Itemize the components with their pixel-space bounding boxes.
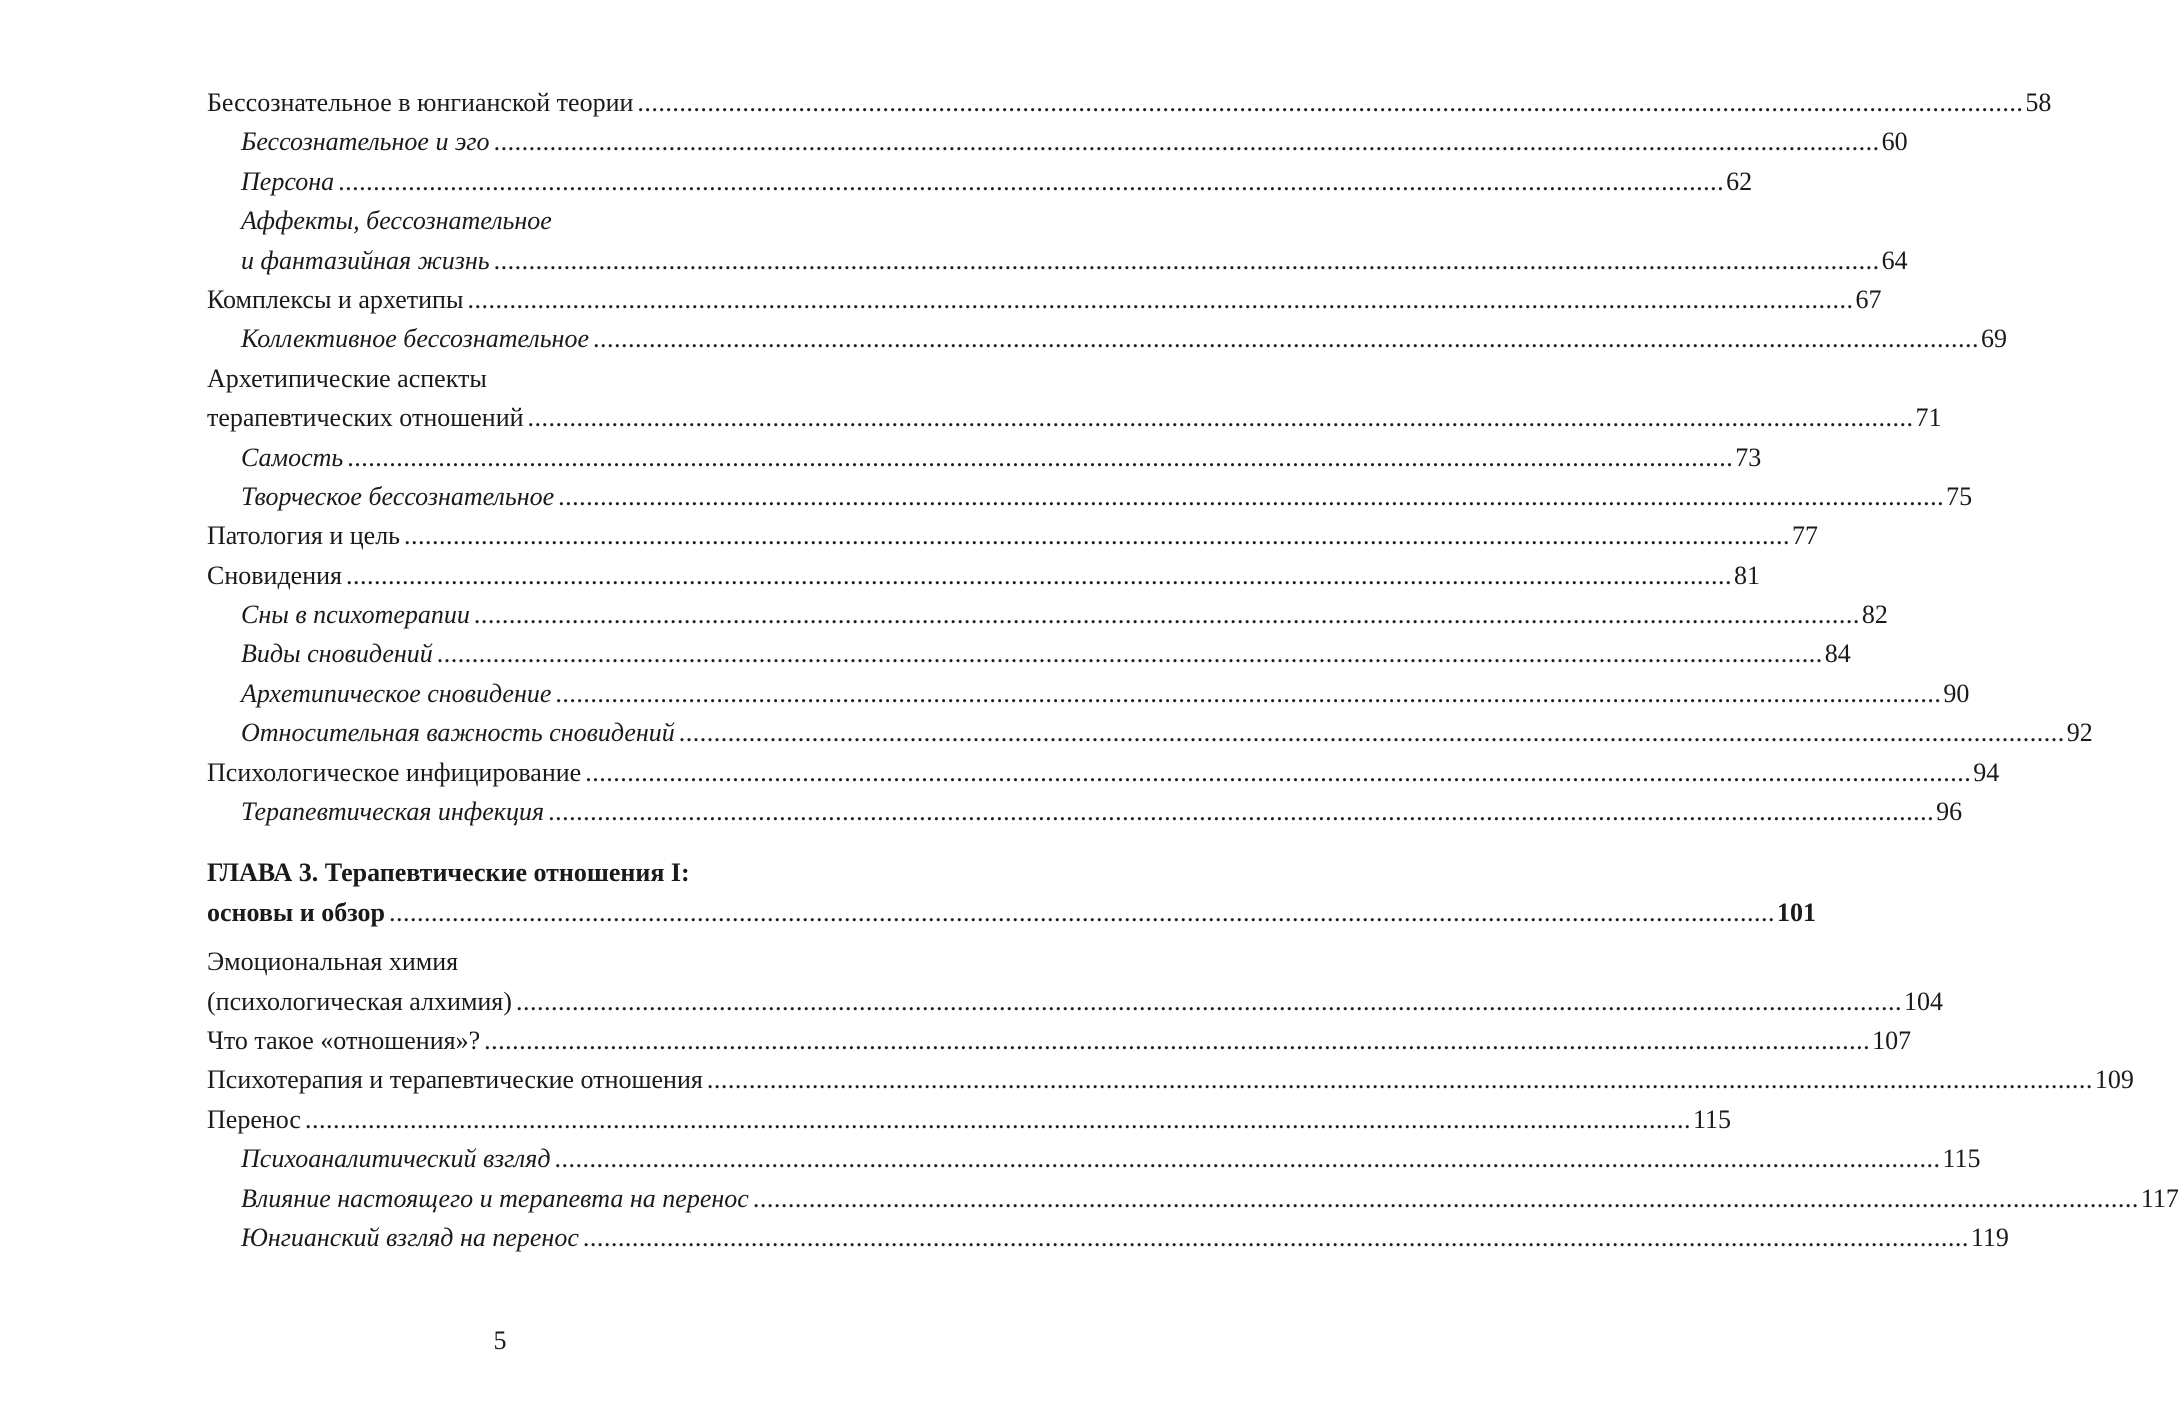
toc-entry-page-number: 60 bbox=[1881, 127, 1908, 157]
toc-entry-page-number: 77 bbox=[1792, 521, 1819, 551]
dot-leader bbox=[555, 1139, 1941, 1178]
toc-entry-title: Относительная важность сновидений bbox=[241, 718, 675, 748]
toc-entry-page-number: 96 bbox=[1936, 797, 1963, 827]
toc-section-entry bbox=[207, 1060, 2134, 1099]
dot-leader bbox=[558, 477, 1944, 516]
dot-leader bbox=[467, 280, 1853, 319]
dot-leader bbox=[593, 319, 1979, 358]
toc-subsection-entry bbox=[207, 122, 1908, 161]
toc-entry-title: Коллективное бессознательное bbox=[241, 324, 589, 354]
toc-entry-title: Творческое бессознательное bbox=[241, 481, 555, 511]
toc-subsection-entry bbox=[207, 241, 1908, 280]
table-of-contents bbox=[207, 83, 2179, 1257]
toc-subsection-entry bbox=[207, 438, 1762, 477]
toc-entry-title: Бессознательное и эго bbox=[241, 127, 490, 157]
toc-section-entry bbox=[207, 280, 1882, 319]
toc-entry-title: Психоаналитический взгляд bbox=[241, 1144, 551, 1174]
toc-entry-title: Комплексы и архетипы bbox=[207, 284, 464, 314]
toc-subsection-entry bbox=[207, 477, 1973, 516]
toc-entry-page-number: 62 bbox=[1726, 166, 1753, 196]
toc-entry-page-number: 90 bbox=[1943, 678, 1970, 708]
toc-entry-page-number: 119 bbox=[1970, 1222, 2009, 1252]
toc-entry-title: Самость bbox=[241, 442, 344, 472]
toc-entry-title: Что такое «отношения»? bbox=[207, 1025, 481, 1055]
toc-subsection-entry bbox=[207, 1218, 2009, 1257]
toc-entry-title: Психотерапия и терапевтические отношения bbox=[207, 1065, 703, 1095]
toc-entry-title: Персона bbox=[241, 166, 335, 196]
dot-leader bbox=[753, 1179, 2139, 1218]
toc-entry-title: Архетипические аспекты bbox=[207, 363, 487, 393]
toc-entry-title: ГЛАВА 3. Терапевтические отношения I: bbox=[207, 858, 690, 888]
page-number: 5 bbox=[493, 1326, 507, 1355]
toc-entry-title: Эмоциональная химия bbox=[207, 947, 459, 977]
dot-leader bbox=[583, 1218, 1969, 1257]
toc-subsection-entry bbox=[207, 634, 1851, 673]
dot-leader bbox=[707, 1060, 2093, 1099]
toc-entry-title: терапевтических отношений bbox=[207, 403, 524, 433]
toc-entry-title: Перенос bbox=[207, 1104, 301, 1134]
toc-entry-page-number: 75 bbox=[1946, 481, 1973, 511]
toc-entry-page-number: 82 bbox=[1861, 600, 1888, 630]
dot-leader bbox=[474, 595, 1860, 634]
toc-entry-page-number: 104 bbox=[1903, 986, 1943, 1016]
dot-leader bbox=[494, 241, 1880, 280]
toc-entry-page-number: 101 bbox=[1776, 897, 1816, 927]
toc-section-entry bbox=[207, 753, 2000, 792]
dot-leader bbox=[437, 634, 1823, 673]
toc-subsection-entry bbox=[207, 674, 1970, 713]
toc-section-entry bbox=[207, 1100, 1732, 1139]
dot-leader bbox=[404, 516, 1790, 555]
dot-leader bbox=[338, 162, 1724, 201]
toc-entry-page-number: 109 bbox=[2094, 1065, 2134, 1095]
toc-entry-title: (психологическая алхимия) bbox=[207, 986, 512, 1016]
dot-leader bbox=[389, 893, 1775, 932]
toc-entry-title: Виды сновидений bbox=[241, 639, 433, 669]
toc-entry-title: Юнгианский взгляд на перенос bbox=[241, 1222, 579, 1252]
toc-subsection-entry bbox=[207, 792, 1963, 831]
dot-leader bbox=[548, 792, 1934, 831]
toc-entry-page-number: 69 bbox=[1981, 324, 2007, 354]
dot-leader bbox=[528, 398, 1914, 437]
toc-entry-title: Патология и цель bbox=[207, 521, 401, 551]
toc-entry-page-number: 115 bbox=[1942, 1144, 1981, 1174]
toc-chapter-entry bbox=[207, 893, 1816, 932]
toc-subsection-entry bbox=[207, 595, 1888, 634]
dot-leader bbox=[484, 1021, 1870, 1060]
dot-leader bbox=[555, 674, 1941, 713]
toc-section-entry bbox=[207, 1021, 1912, 1060]
toc-subsection-entry bbox=[207, 319, 2007, 358]
toc-subsection-entry bbox=[207, 1179, 2179, 1218]
toc-entry-title: и фантазийная жизнь bbox=[241, 245, 490, 275]
dot-leader bbox=[637, 83, 2023, 122]
toc-entry-title: Сны в психотерапии bbox=[241, 600, 470, 630]
toc-entry-page-number: 67 bbox=[1855, 284, 1882, 314]
toc-entry-title: Бессознательное в юнгианской теории bbox=[207, 88, 634, 117]
toc-entry-page-number: 115 bbox=[1692, 1104, 1732, 1134]
toc-entry-title: Аффекты, бессознательное bbox=[241, 206, 552, 236]
toc-entry-page-number: 71 bbox=[1915, 403, 1942, 433]
toc-entry-page-number: 92 bbox=[2066, 718, 2093, 748]
toc-entry-page-number: 84 bbox=[1824, 639, 1851, 669]
toc-entry-page-number: 117 bbox=[2140, 1183, 2179, 1213]
toc-entry-page-number: 58 bbox=[2025, 88, 2052, 117]
toc-entry-title: основы и обзор bbox=[207, 897, 385, 927]
dot-leader bbox=[679, 713, 2065, 752]
toc-entry-title: Терапевтическая инфекция bbox=[241, 797, 545, 827]
toc-entry-title: Архетипическое сновидение bbox=[241, 678, 552, 708]
toc-entry-page-number: 73 bbox=[1735, 442, 1762, 472]
toc-section-entry bbox=[207, 982, 1943, 1021]
toc-subsection-entry bbox=[207, 201, 861, 240]
toc-subsection-entry bbox=[207, 162, 1753, 201]
toc-section-entry bbox=[207, 942, 861, 981]
toc-section-entry bbox=[207, 516, 1819, 555]
toc-section-entry bbox=[207, 398, 1942, 437]
dot-leader bbox=[494, 122, 1880, 161]
toc-entry-title: Влияние настоящего и терапевта на перенос bbox=[241, 1183, 749, 1213]
toc-chapter-entry bbox=[207, 853, 861, 892]
dot-leader bbox=[347, 438, 1733, 477]
toc-section-entry bbox=[207, 83, 2052, 122]
toc-section-entry bbox=[207, 359, 861, 398]
toc-entry-page-number: 107 bbox=[1872, 1025, 1912, 1055]
toc-entry-title: Сновидения bbox=[207, 560, 343, 590]
toc-entry-page-number: 81 bbox=[1734, 560, 1761, 590]
toc-entry-page-number: 94 bbox=[1973, 757, 2000, 787]
dot-leader bbox=[305, 1100, 1691, 1139]
toc-section-entry bbox=[207, 556, 1761, 595]
toc-entry-page-number: 64 bbox=[1881, 245, 1908, 275]
dot-leader bbox=[585, 753, 1971, 792]
toc-subsection-entry bbox=[207, 713, 2093, 752]
toc-entry-title: Психологическое инфицирование bbox=[207, 757, 582, 787]
dot-leader bbox=[516, 982, 1902, 1021]
dot-leader bbox=[346, 556, 1732, 595]
toc-subsection-entry bbox=[207, 1139, 1981, 1178]
